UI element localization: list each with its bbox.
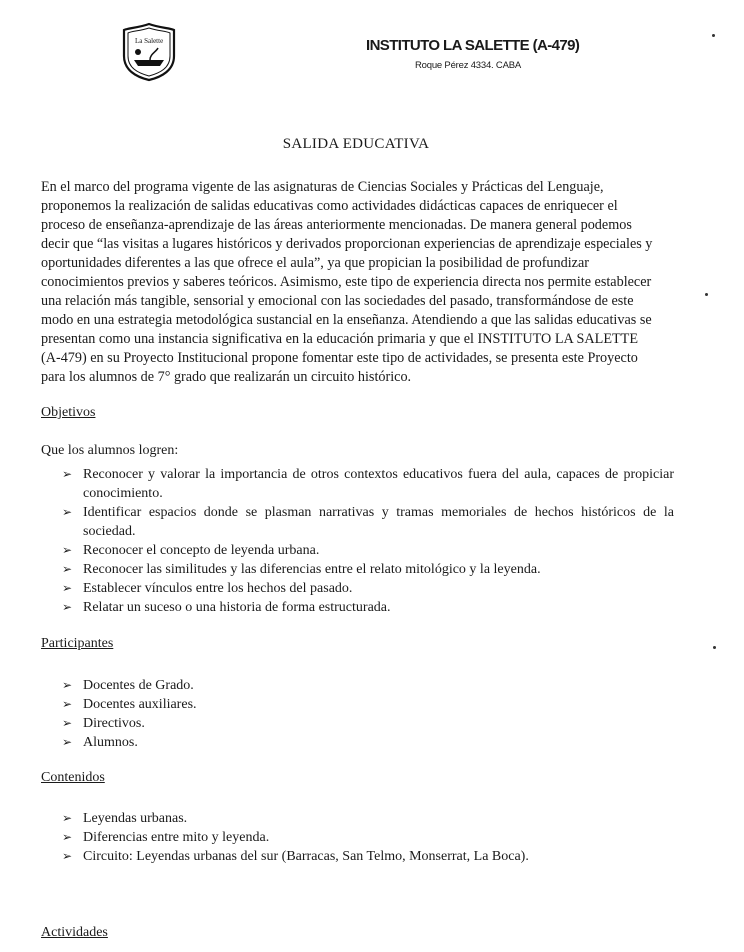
institution-name: INSTITUTO LA SALETTE (A-479) bbox=[366, 37, 580, 54]
list-item: ➢ Alumnos. bbox=[62, 735, 138, 750]
intro-line: En el marco del programa vigente de las asignaturas de Ciencias Sociales y Prácticas del Lenguaje, bbox=[41, 179, 604, 195]
bullet-arrow-icon: ➢ bbox=[62, 811, 73, 825]
list-item: ➢ Diferencias entre mito y leyenda. bbox=[62, 830, 270, 845]
scan-speck bbox=[712, 34, 715, 37]
list-item: ➢ Leyendas urbanas. bbox=[62, 811, 188, 826]
list-item: ➢ Establecer vínculos entre los hechos del pasado. bbox=[62, 581, 353, 596]
intro-line: para los alumnos de 7° grado que realizarán un circuito histórico. bbox=[41, 369, 412, 386]
objetivos-list bbox=[62, 465, 674, 617]
bullet-arrow-icon: ➢ bbox=[62, 716, 73, 730]
participantes-heading: Participantes bbox=[41, 636, 114, 651]
intro-line: modo en una estrategia metodológica sustancial en la enseñanza. Atendiendo a que las salidas educativas se bbox=[41, 312, 652, 329]
document-title: SALIDA EDUCATIVA bbox=[282, 136, 430, 152]
participantes-list bbox=[62, 676, 674, 752]
intro-line: una relación más tangible, sensorial y emocional con las sociedades del pasado, transformándose de este bbox=[41, 293, 634, 310]
contenidos-heading: Contenidos bbox=[41, 770, 105, 785]
bullet-arrow-icon: ➢ bbox=[62, 849, 73, 863]
list-item: ➢ Reconocer y valorar la importancia de otros contextos educativos fuera del aula, capaces de propiciar conocimiento. bbox=[62, 467, 674, 501]
bullet-arrow-icon: ➢ bbox=[62, 562, 73, 576]
institution-logo bbox=[120, 22, 178, 82]
bullet-arrow-icon: ➢ bbox=[62, 581, 73, 595]
scan-speck bbox=[705, 293, 708, 296]
list-item: ➢ Relatar un suceso o una historia de forma estructurada. bbox=[62, 600, 391, 615]
bullet-arrow-icon: ➢ bbox=[62, 678, 73, 692]
actividades-heading: Actividades bbox=[41, 925, 108, 940]
logo-text: La Salette bbox=[135, 37, 164, 45]
bullet-arrow-icon: ➢ bbox=[62, 697, 73, 711]
list-item: ➢ Identificar espacios donde se plasman narrativas y tramas memoriales de hechos históricos de la sociedad. bbox=[62, 505, 674, 539]
bullet-arrow-icon: ➢ bbox=[62, 735, 73, 749]
objetivos-heading: Objetivos bbox=[41, 405, 96, 420]
bullet-arrow-icon: ➢ bbox=[62, 830, 73, 844]
institution-address: Roque Pérez 4334. CABA bbox=[415, 60, 521, 71]
intro-line: proceso de enseñanza-aprendizaje de las áreas anteriormente mencionadas. De manera general podemos bbox=[41, 217, 632, 234]
list-item: ➢ Docentes auxiliares. bbox=[62, 697, 197, 712]
bullet-arrow-icon: ➢ bbox=[62, 467, 73, 481]
intro-line: decir que “las visitas a lugares históricos y derivados proporcionan experiencias de aprendizaje especiales y bbox=[41, 236, 653, 253]
list-item: ➢ Reconocer el concepto de leyenda urbana. bbox=[62, 543, 320, 558]
bullet-arrow-icon: ➢ bbox=[62, 543, 73, 557]
list-item: ➢ Directivos. bbox=[62, 716, 145, 731]
intro-line: conocimientos previos y saberes teóricos. Asimismo, este tipo de experiencia directa nos permite establecer bbox=[41, 274, 652, 291]
bullet-arrow-icon: ➢ bbox=[62, 505, 73, 519]
list-item: ➢ Reconocer las similitudes y las diferencias entre el relato mitológico y la leyenda. bbox=[62, 562, 541, 577]
intro-line: oportunidades diferentes a las que ofrece el aula”, ya que propician la posibilidad de profundizar bbox=[41, 255, 589, 272]
intro-line: (A-479) en su Proyecto Institucional propone fomentar este tipo de actividades, se presenta este Proyecto bbox=[41, 350, 638, 367]
contenidos-list bbox=[62, 809, 674, 866]
intro-line: presentan como una instancia significativa en la educación primaria y que el INSTITUTO LA SALETTE bbox=[41, 331, 638, 348]
objetivos-lead: Que los alumnos logren: bbox=[41, 443, 179, 458]
scan-speck bbox=[713, 646, 716, 649]
intro-paragraph bbox=[41, 178, 681, 388]
bullet-arrow-icon: ➢ bbox=[62, 600, 73, 614]
list-item: ➢ Docentes de Grado. bbox=[62, 678, 194, 693]
list-item: ➢ Circuito: Leyendas urbanas del sur (Barracas, San Telmo, Monserrat, La Boca). bbox=[62, 849, 529, 864]
intro-line: proponemos la realización de salidas educativas como actividades didácticas capaces de enriquecer el bbox=[41, 198, 618, 215]
